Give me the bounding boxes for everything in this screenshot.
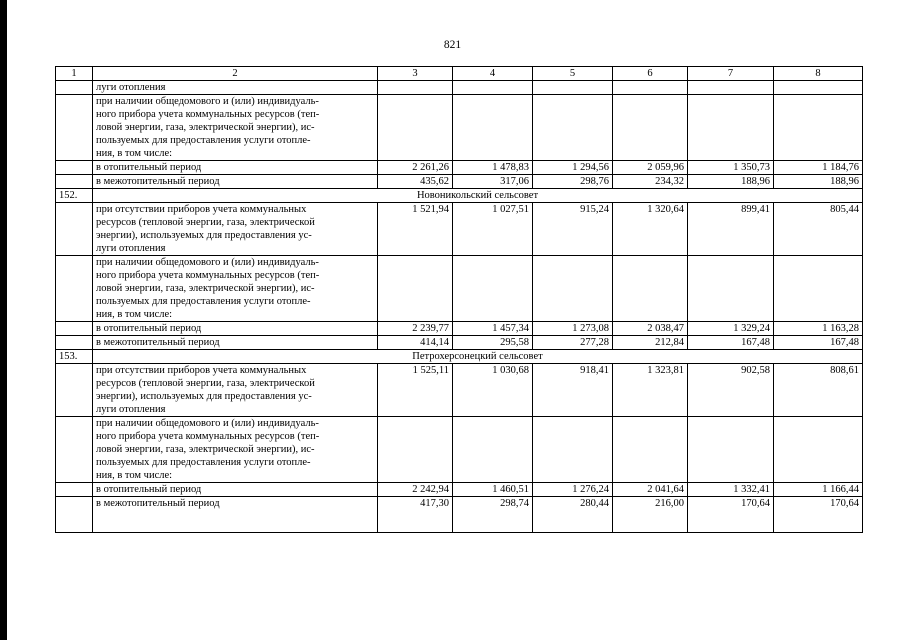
empty-cell — [378, 81, 453, 95]
tariff-value: 167,48 — [774, 336, 863, 350]
empty-cell — [688, 417, 774, 483]
tariff-value: 2 059,96 — [613, 161, 688, 175]
empty-cell — [688, 81, 774, 95]
row-description — [93, 81, 378, 95]
column-header: 5 — [533, 67, 613, 81]
description-line: при отсутствии приборов учета коммунальных — [96, 365, 307, 376]
row-number: 152. — [56, 189, 93, 203]
tariff-value: 188,96 — [774, 175, 863, 189]
tariff-value: 2 239,77 — [378, 322, 453, 336]
description-line: при отсутствии приборов учета коммунальных — [96, 204, 307, 215]
description-line: при наличии общедомового и (или) индивидуаль- — [96, 96, 319, 107]
table-row — [56, 364, 863, 417]
tariff-value: 317,06 — [453, 175, 533, 189]
description-line: энергии), используемых для предоставления ус- — [96, 230, 312, 241]
description-line: при наличии общедомового и (или) индивидуаль- — [96, 418, 319, 429]
description-line: ресурсов (тепловой энергии, газа, электрической — [96, 378, 315, 389]
empty-cell — [453, 256, 533, 322]
table-row — [56, 95, 863, 161]
row-label: в межотопительный период — [93, 175, 378, 189]
empty-cell — [378, 417, 453, 483]
tariff-value: 2 041,64 — [613, 483, 688, 497]
description-line: при наличии общедомового и (или) индивидуаль- — [96, 257, 319, 268]
tariff-value: 298,76 — [533, 175, 613, 189]
tariff-value: 1 294,56 — [533, 161, 613, 175]
description-line: луги отопления — [96, 404, 166, 415]
column-header: 2 — [93, 67, 378, 81]
description-line: ния, в том числе: — [96, 309, 173, 320]
tariff-value: 216,00 — [613, 497, 688, 533]
row-label: в межотопительный период — [93, 336, 378, 350]
tariff-value: 1 521,94 — [378, 203, 453, 256]
tariff-value: 298,74 — [453, 497, 533, 533]
description-line: пользуемых для предоставления услуги отопле- — [96, 457, 311, 468]
tariff-value: 808,61 — [774, 364, 863, 417]
tariff-value: 1 273,08 — [533, 322, 613, 336]
empty-cell — [774, 95, 863, 161]
description-line: пользуемых для предоставления услуги отопле- — [96, 135, 311, 146]
table-row — [56, 417, 863, 483]
tariff-value: 805,44 — [774, 203, 863, 256]
row-number — [56, 175, 93, 189]
row-number — [56, 322, 93, 336]
tariff-value: 1 163,28 — [774, 322, 863, 336]
row-description — [93, 95, 378, 161]
row-description — [93, 364, 378, 417]
column-header: 3 — [378, 67, 453, 81]
description-line: ловой энергии, газа, электрической энергии), ис- — [96, 122, 315, 133]
tariff-value: 1 478,83 — [453, 161, 533, 175]
row-label: в межотопительный период — [93, 497, 378, 533]
row-number — [56, 95, 93, 161]
row-description — [93, 417, 378, 483]
row-description — [93, 256, 378, 322]
tariff-value: 899,41 — [688, 203, 774, 256]
tariff-value: 170,64 — [688, 497, 774, 533]
empty-cell — [533, 95, 613, 161]
binding-edge — [0, 0, 7, 640]
description-line: ния, в том числе: — [96, 148, 173, 159]
empty-cell — [688, 95, 774, 161]
tariff-value: 1 166,44 — [774, 483, 863, 497]
description-line: ресурсов (тепловой энергии, газа, электрической — [96, 217, 315, 228]
row-label: в отопительный период — [93, 322, 378, 336]
row-number — [56, 81, 93, 95]
page-number: 821 — [443, 39, 462, 51]
tariff-value: 1 329,24 — [688, 322, 774, 336]
tariff-value: 902,58 — [688, 364, 774, 417]
tariff-value: 234,32 — [613, 175, 688, 189]
tariff-value: 2 242,94 — [378, 483, 453, 497]
empty-cell — [688, 256, 774, 322]
tariff-value: 918,41 — [533, 364, 613, 417]
column-header: 8 — [774, 67, 863, 81]
tariff-value: 280,44 — [533, 497, 613, 533]
column-header: 4 — [453, 67, 533, 81]
empty-cell — [613, 256, 688, 322]
column-header: 7 — [688, 67, 774, 81]
row-number — [56, 497, 93, 533]
row-number — [56, 256, 93, 322]
tariff-value: 1 323,81 — [613, 364, 688, 417]
row-number — [56, 364, 93, 417]
description-line: луги отопления — [96, 243, 166, 254]
row-number — [56, 161, 93, 175]
table-body — [56, 81, 863, 533]
empty-cell — [453, 81, 533, 95]
tariff-value: 170,64 — [774, 497, 863, 533]
empty-cell — [453, 417, 533, 483]
table-row — [56, 81, 863, 95]
tariff-value: 1 276,24 — [533, 483, 613, 497]
row-description — [93, 203, 378, 256]
empty-cell — [774, 417, 863, 483]
column-header: 1 — [56, 67, 93, 81]
tariff-value: 1 320,64 — [613, 203, 688, 256]
description-line: ного прибора учета коммунальных ресурсов (теп- — [96, 109, 320, 120]
tariff-value: 1 525,11 — [378, 364, 453, 417]
table-row — [56, 322, 863, 336]
empty-cell — [378, 95, 453, 161]
empty-cell — [774, 256, 863, 322]
settlement-row — [56, 189, 863, 203]
tariff-value: 2 261,26 — [378, 161, 453, 175]
column-header: 6 — [613, 67, 688, 81]
row-number — [56, 203, 93, 256]
tariff-table — [55, 66, 863, 533]
table-row — [56, 336, 863, 350]
settlement-row — [56, 350, 863, 364]
empty-cell — [774, 81, 863, 95]
table-row — [56, 256, 863, 322]
tariff-value: 212,84 — [613, 336, 688, 350]
tariff-value: 435,62 — [378, 175, 453, 189]
row-number: 153. — [56, 350, 93, 364]
tariff-value: 1 350,73 — [688, 161, 774, 175]
tariff-value: 915,24 — [533, 203, 613, 256]
table-row — [56, 175, 863, 189]
tariff-value: 1 027,51 — [453, 203, 533, 256]
tariff-value: 1 030,68 — [453, 364, 533, 417]
tariff-value: 414,14 — [378, 336, 453, 350]
table-row — [56, 483, 863, 497]
tariff-value: 277,28 — [533, 336, 613, 350]
row-label: в отопительный период — [93, 161, 378, 175]
table-row — [56, 497, 863, 533]
description-line: луги отопления — [96, 82, 166, 93]
tariff-value: 167,48 — [688, 336, 774, 350]
tariff-value: 295,58 — [453, 336, 533, 350]
tariff-value: 2 038,47 — [613, 322, 688, 336]
empty-cell — [533, 417, 613, 483]
settlement-name: Новоникольский сельсовет — [93, 189, 863, 203]
row-number — [56, 417, 93, 483]
column-number-row — [56, 67, 863, 81]
row-number — [56, 483, 93, 497]
tariff-value: 1 457,34 — [453, 322, 533, 336]
tariff-value: 1 460,51 — [453, 483, 533, 497]
row-label: в отопительный период — [93, 483, 378, 497]
description-line: энергии), используемых для предоставления ус- — [96, 391, 312, 402]
empty-cell — [613, 95, 688, 161]
tariff-value: 188,96 — [688, 175, 774, 189]
row-number — [56, 336, 93, 350]
description-line: ловой энергии, газа, электрической энергии), ис- — [96, 283, 315, 294]
empty-cell — [453, 95, 533, 161]
empty-cell — [533, 81, 613, 95]
description-line: пользуемых для предоставления услуги отопле- — [96, 296, 311, 307]
empty-cell — [613, 417, 688, 483]
description-line: ного прибора учета коммунальных ресурсов (теп- — [96, 270, 320, 281]
empty-cell — [613, 81, 688, 95]
tariff-value: 417,30 — [378, 497, 453, 533]
empty-cell — [533, 256, 613, 322]
table-row — [56, 203, 863, 256]
tariff-value: 1 332,41 — [688, 483, 774, 497]
table-row — [56, 161, 863, 175]
tariff-value: 1 184,76 — [774, 161, 863, 175]
settlement-name: Петрохерсонецкий сельсовет — [93, 350, 863, 364]
description-line: ного прибора учета коммунальных ресурсов (теп- — [96, 431, 320, 442]
description-line: ния, в том числе: — [96, 470, 173, 481]
description-line: ловой энергии, газа, электрической энергии), ис- — [96, 444, 315, 455]
empty-cell — [378, 256, 453, 322]
